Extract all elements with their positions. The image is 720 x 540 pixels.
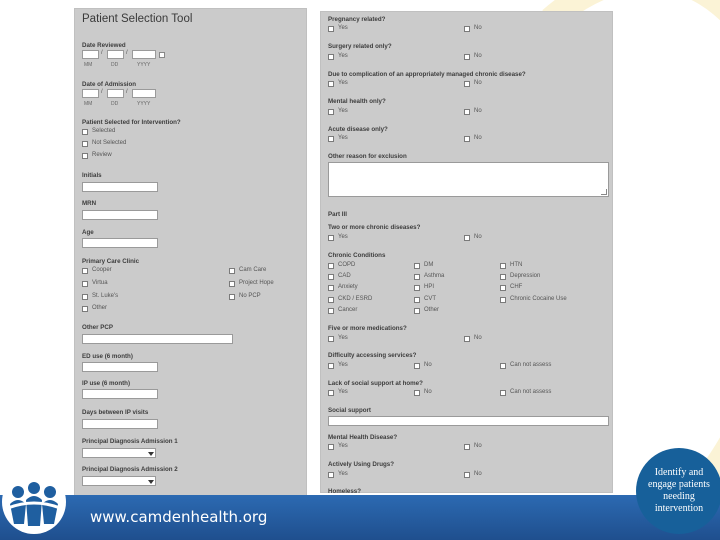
- ed-use-label: ED use (6 month): [82, 353, 133, 360]
- cocaine-label: Chronic Cocaine Use: [510, 296, 567, 302]
- yes-label: Yes: [338, 335, 348, 341]
- surgery-question: Surgery related only?: [328, 43, 392, 50]
- social-support-label: Social support: [328, 407, 371, 414]
- two-chronic-yes-checkbox[interactable]: [328, 235, 334, 241]
- not-selected-checkbox[interactable]: [82, 141, 88, 147]
- review-checkbox[interactable]: [82, 153, 88, 159]
- date-reviewed-month-input[interactable]: [82, 50, 99, 59]
- mm-hint: MM: [84, 101, 93, 107]
- yes-label: Yes: [338, 80, 348, 86]
- lack-support-yes-checkbox[interactable]: [328, 390, 334, 396]
- hpi-label: HPI: [424, 284, 435, 290]
- date-separator: /: [101, 89, 103, 95]
- other-condition-checkbox[interactable]: [414, 308, 420, 314]
- cooper-label: Cooper: [92, 267, 112, 273]
- depression-label: Depression: [510, 273, 541, 279]
- no-pcp-label: No PCP: [239, 293, 261, 299]
- no-label: No: [474, 234, 482, 240]
- virtua-checkbox[interactable]: [82, 281, 88, 287]
- asthma-checkbox[interactable]: [414, 274, 420, 280]
- days-between-label: Days between IP visits: [82, 409, 149, 416]
- other-clinic-label: Other: [92, 305, 108, 311]
- age-label: Age: [82, 229, 94, 236]
- date-reviewed-label: Date Reviewed: [82, 42, 126, 49]
- ed-use-input[interactable]: [82, 362, 158, 372]
- copd-label: COPD: [338, 262, 356, 268]
- selected-option-label: Selected: [92, 128, 116, 134]
- cvt-checkbox[interactable]: [414, 297, 420, 303]
- acute-no-checkbox[interactable]: [464, 136, 470, 142]
- other-pcp-input[interactable]: [82, 334, 233, 344]
- no-pcp-checkbox[interactable]: [229, 294, 235, 300]
- ckd-esrd-checkbox[interactable]: [328, 297, 334, 303]
- mental-no-checkbox[interactable]: [464, 109, 470, 115]
- virtua-label: Virtua: [92, 280, 108, 286]
- initials-input[interactable]: [82, 182, 158, 192]
- no-label: No: [424, 389, 432, 395]
- difficulty-yes-checkbox[interactable]: [328, 363, 334, 369]
- date-admission-month-input[interactable]: [82, 89, 99, 98]
- not-selected-option-label: Not Selected: [92, 140, 127, 146]
- other-condition-label: Other: [424, 307, 440, 313]
- mrn-input[interactable]: [82, 210, 158, 220]
- yes-label: Yes: [338, 362, 348, 368]
- hpi-checkbox[interactable]: [414, 285, 420, 291]
- no-label: No: [474, 335, 482, 341]
- difficulty-cannot-checkbox[interactable]: [500, 363, 506, 369]
- mh-disease-no-checkbox[interactable]: [464, 444, 470, 450]
- st-lukes-checkbox[interactable]: [82, 294, 88, 300]
- yes-label: Yes: [338, 234, 348, 240]
- mental-yes-checkbox[interactable]: [328, 109, 334, 115]
- yes-label: Yes: [338, 25, 348, 31]
- complication-yes-checkbox[interactable]: [328, 81, 334, 87]
- difficulty-question: Difficulty accessing services?: [328, 352, 417, 359]
- complication-no-checkbox[interactable]: [464, 81, 470, 87]
- cad-checkbox[interactable]: [328, 274, 334, 280]
- cvt-label: CVT: [424, 296, 436, 302]
- date-admission-day-input[interactable]: [107, 89, 124, 98]
- anxiety-label: Anxiety: [338, 284, 358, 290]
- yes-label: Yes: [338, 108, 348, 114]
- other-reason-textarea[interactable]: [328, 162, 609, 197]
- mh-disease-yes-checkbox[interactable]: [328, 444, 334, 450]
- yes-label: Yes: [338, 443, 348, 449]
- asthma-label: Asthma: [424, 273, 445, 279]
- chevron-down-icon: [148, 480, 154, 484]
- pregnancy-yes-checkbox[interactable]: [328, 26, 334, 32]
- mrn-label: MRN: [82, 200, 97, 207]
- dm-label: DM: [424, 262, 434, 268]
- initials-label: Initials: [82, 172, 102, 179]
- htn-checkbox[interactable]: [500, 263, 506, 269]
- acute-disease-question: Acute disease only?: [328, 126, 388, 133]
- primary-care-clinic-label: Primary Care Clinic: [82, 258, 140, 265]
- no-label: No: [474, 443, 482, 449]
- lack-support-cannot-checkbox[interactable]: [500, 390, 506, 396]
- depression-checkbox[interactable]: [500, 274, 506, 280]
- days-between-input[interactable]: [82, 419, 158, 429]
- patient-selection-form-right: [320, 11, 613, 493]
- dd-hint: DD: [111, 62, 119, 68]
- patient-selection-form-left: [74, 8, 307, 496]
- five-meds-yes-checkbox[interactable]: [328, 336, 334, 342]
- chf-label: CHF: [510, 284, 523, 290]
- calendar-icon[interactable]: [159, 52, 165, 58]
- other-reason-label: Other reason for exclusion: [328, 153, 407, 160]
- age-input[interactable]: [82, 238, 158, 248]
- mental-health-only-question: Mental health only?: [328, 98, 386, 105]
- date-reviewed-day-input[interactable]: [107, 50, 124, 59]
- cam-care-checkbox[interactable]: [229, 268, 235, 274]
- surgery-no-checkbox[interactable]: [464, 54, 470, 60]
- yyyy-hint: YYYY: [137, 62, 151, 68]
- yes-label: Yes: [338, 471, 348, 477]
- date-admission-label: Date of Admission: [82, 81, 137, 88]
- date-separator: /: [126, 89, 128, 95]
- drugs-no-checkbox[interactable]: [464, 472, 470, 478]
- no-label: No: [424, 362, 432, 368]
- difficulty-no-checkbox[interactable]: [414, 363, 420, 369]
- resize-grip-icon[interactable]: [601, 189, 607, 195]
- pregnancy-no-checkbox[interactable]: [464, 26, 470, 32]
- five-meds-question: Five or more medications?: [328, 325, 407, 332]
- five-meds-no-checkbox[interactable]: [464, 336, 470, 342]
- cam-care-label: Cam Care: [239, 267, 267, 273]
- chronic-conditions-label: Chronic Conditions: [328, 252, 386, 259]
- callout-text: Identify and engage patients needing intervention: [648, 467, 710, 514]
- callout-badge: [636, 448, 720, 534]
- cannot-assess-label: Can not assess: [510, 362, 552, 368]
- htn-label: HTN: [510, 262, 523, 268]
- acute-yes-checkbox[interactable]: [328, 136, 334, 142]
- lack-support-question: Lack of social support at home?: [328, 380, 423, 387]
- part-three-heading: Part III: [328, 211, 347, 218]
- yes-label: Yes: [338, 135, 348, 141]
- pregnancy-question: Pregnancy related?: [328, 16, 386, 23]
- no-label: No: [474, 25, 482, 31]
- lack-support-no-checkbox[interactable]: [414, 390, 420, 396]
- project-hope-checkbox[interactable]: [229, 281, 235, 287]
- people-logo-icon: [2, 470, 66, 534]
- principal-diagnosis-2-select[interactable]: [82, 476, 156, 486]
- ckd-esrd-label: CKD / ESRD: [338, 296, 373, 302]
- date-admission-year-input[interactable]: [132, 89, 156, 98]
- mm-hint: MM: [84, 62, 93, 68]
- ip-use-input[interactable]: [82, 389, 158, 399]
- copd-checkbox[interactable]: [328, 263, 334, 269]
- principal-diagnosis-1-select[interactable]: [82, 448, 156, 458]
- drugs-question: Actively Using Drugs?: [328, 461, 395, 468]
- yes-label: Yes: [338, 53, 348, 59]
- cad-label: CAD: [338, 273, 351, 279]
- social-support-input[interactable]: [328, 416, 609, 426]
- principal-diagnosis-2-label: Principal Diagnosis Admission 2: [82, 466, 178, 473]
- no-label: No: [474, 471, 482, 477]
- selected-checkbox[interactable]: [82, 129, 88, 135]
- patient-selected-label: Patient Selected for Intervention?: [82, 119, 181, 126]
- cancer-checkbox[interactable]: [328, 308, 334, 314]
- other-clinic-checkbox[interactable]: [82, 306, 88, 312]
- no-label: No: [474, 135, 482, 141]
- date-separator: /: [126, 50, 128, 56]
- yes-label: Yes: [338, 389, 348, 395]
- form-title: Patient Selection Tool: [82, 13, 193, 25]
- project-hope-label: Project Hope: [239, 280, 274, 286]
- date-reviewed-year-input[interactable]: [132, 50, 156, 59]
- dd-hint: DD: [111, 101, 119, 107]
- cocaine-checkbox[interactable]: [500, 297, 506, 303]
- st-lukes-label: St. Luke's: [92, 293, 119, 299]
- no-label: No: [474, 108, 482, 114]
- dm-checkbox[interactable]: [414, 263, 420, 269]
- date-separator: /: [101, 50, 103, 56]
- no-label: No: [474, 80, 482, 86]
- anxiety-checkbox[interactable]: [328, 285, 334, 291]
- principal-diagnosis-1-label: Principal Diagnosis Admission 1: [82, 438, 178, 445]
- cooper-checkbox[interactable]: [82, 268, 88, 274]
- mh-disease-question: Mental Health Disease?: [328, 434, 398, 441]
- two-chronic-no-checkbox[interactable]: [464, 235, 470, 241]
- surgery-yes-checkbox[interactable]: [328, 54, 334, 60]
- chevron-down-icon: [148, 452, 154, 456]
- cannot-assess-label: Can not assess: [510, 389, 552, 395]
- logo-graphic: [2, 470, 66, 534]
- footer-url[interactable]: www.camdenhealth.org: [90, 508, 268, 526]
- two-chronic-question: Two or more chronic diseases?: [328, 224, 421, 231]
- drugs-yes-checkbox[interactable]: [328, 472, 334, 478]
- no-label: No: [474, 53, 482, 59]
- cancer-label: Cancer: [338, 307, 358, 313]
- review-option-label: Review: [92, 152, 112, 158]
- yyyy-hint: YYYY: [137, 101, 151, 107]
- complication-question: Due to complication of an appropriately managed chronic disease?: [328, 71, 526, 78]
- other-pcp-label: Other PCP: [82, 324, 113, 331]
- chf-checkbox[interactable]: [500, 285, 506, 291]
- homeless-question: Homeless?: [328, 488, 362, 495]
- ip-use-label: IP use (6 month): [82, 380, 131, 387]
